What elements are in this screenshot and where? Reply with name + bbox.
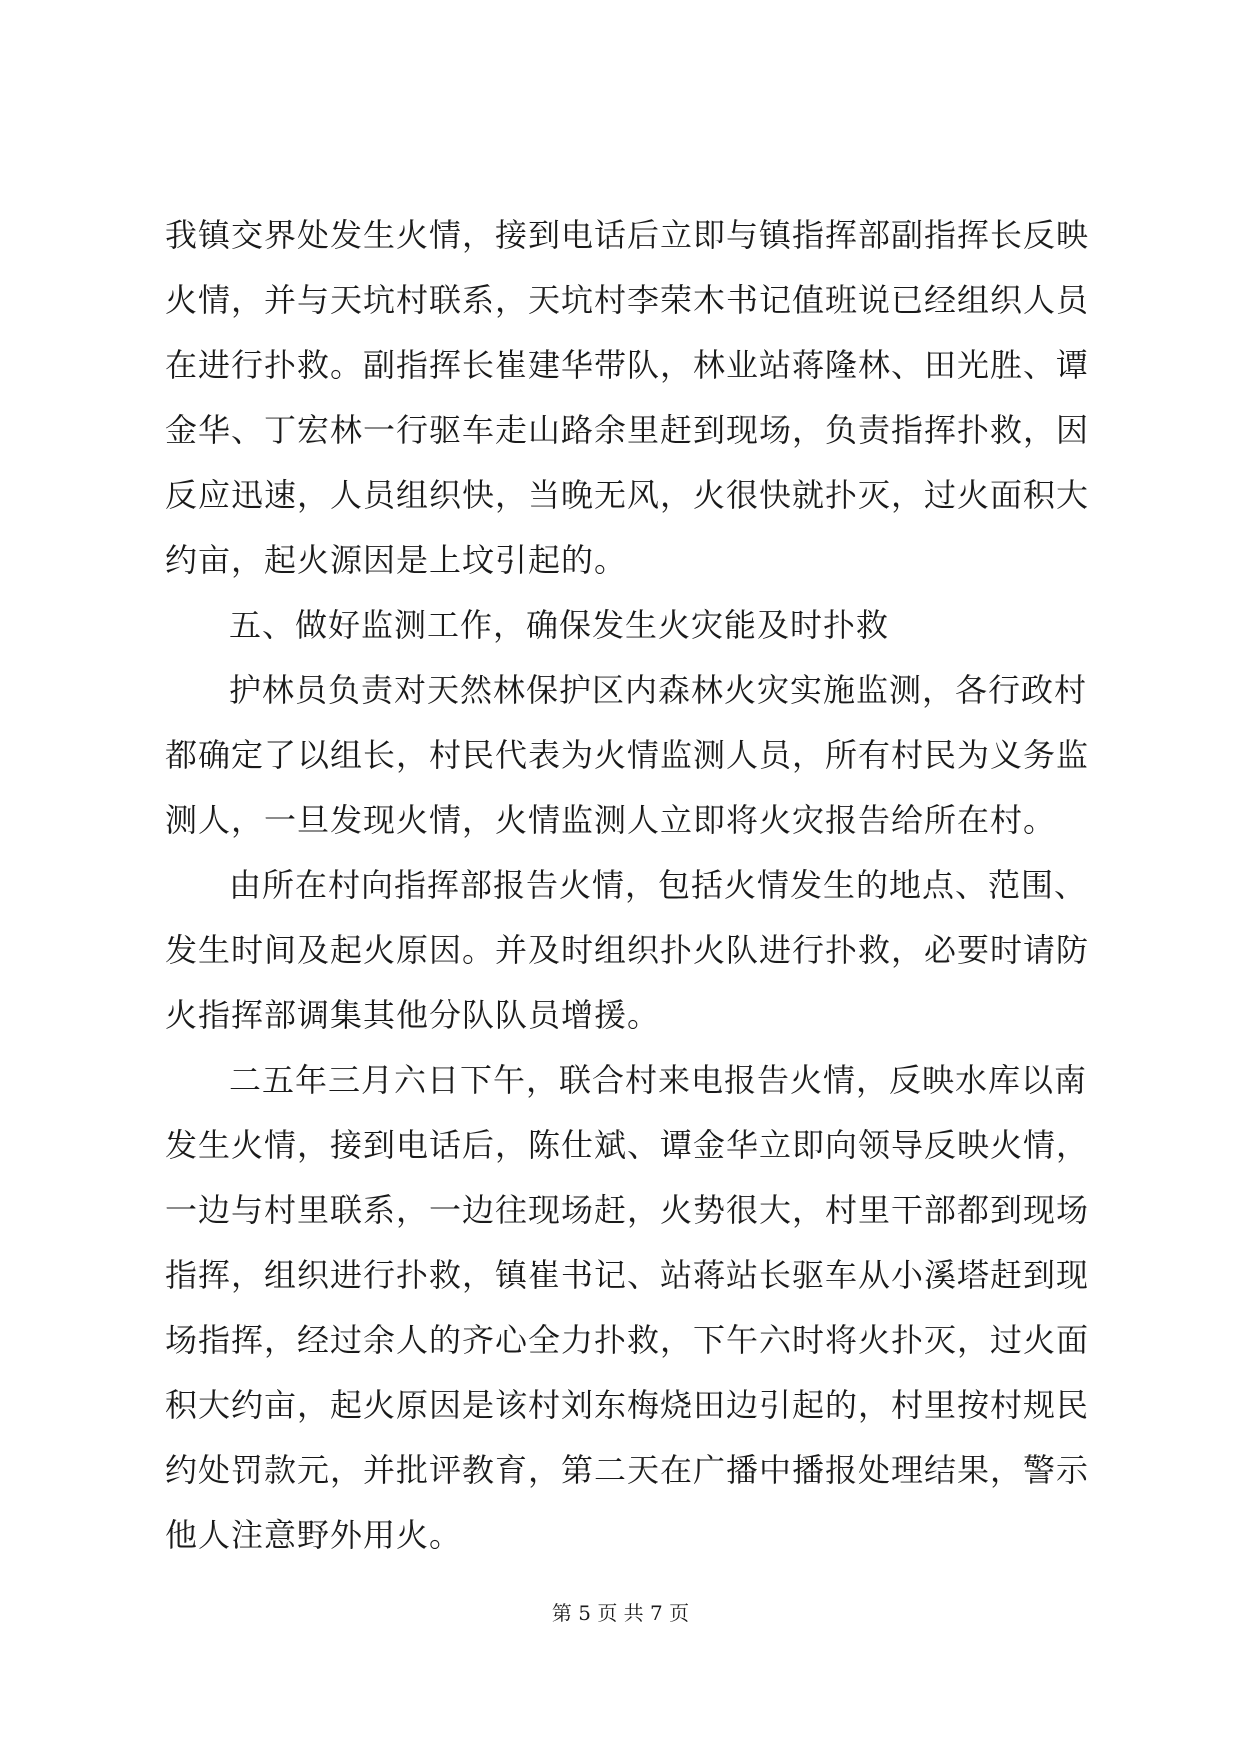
body-line: 由所在村向指挥部报告火情，包括火情发生的地点、范围、 [229,866,1088,904]
section-heading: 五、做好监测工作，确保发生火灾能及时扑救 [229,606,890,644]
body-line: 积大约亩，起火原因是该村刘东梅烧田边引起的，村里按村规民 [165,1386,1090,1424]
body-line: 都确定了以组长，村民代表为火情监测人员，所有村民为义务监 [165,736,1090,774]
body-line: 他人注意野外用火。 [165,1516,463,1554]
body-line: 在进行扑救。副指挥长崔建华带队，林业站蒋隆林、田光胜、谭 [165,346,1090,384]
document-body [165,203,1090,1568]
body-line: 护林员负责对天然林保护区内森林火灾实施监测，各行政村 [229,671,1088,709]
body-line: 发生时间及起火原因。并及时组织扑火队进行扑救，必要时请防 [165,931,1090,969]
body-line: 约亩，起火源因是上坟引起的。 [165,541,628,579]
body-line: 反应迅速，人员组织快，当晚无风，火很快就扑灭，过火面积大 [165,476,1090,514]
body-line: 我镇交界处发生火情，接到电话后立即与镇指挥部副指挥长反映 [165,216,1090,254]
body-line: 发生火情，接到电话后，陈仕斌、谭金华立即向领导反映火情， [165,1126,1090,1164]
body-line: 约处罚款元，并批评教育，第二天在广播中播报处理结果，警示 [165,1451,1090,1489]
body-line: 火情，并与天坑村联系，天坑村李荣木书记值班说已经组织人员 [165,281,1090,319]
body-line: 场指挥，经过余人的齐心全力扑救，下午六时将火扑灭，过火面 [165,1321,1090,1359]
body-line: 测人，一旦发现火情，火情监测人立即将火灾报告给所在村。 [165,801,1057,839]
body-line: 二五年三月六日下午，联合村来电报告火情，反映水库以南 [229,1061,1088,1099]
body-line: 一边与村里联系，一边往现场赶，火势很大，村里干部都到现场 [165,1191,1090,1229]
body-line: 金华、丁宏林一行驱车走山路余里赶到现场，负责指挥扑救，因 [165,411,1090,449]
body-line: 指挥，组织进行扑救，镇崔书记、站蒋站长驱车从小溪塔赶到现 [165,1256,1090,1294]
page-footer: 第 5 页 共 7 页 [551,1601,690,1625]
body-line: 火指挥部调集其他分队队员增援。 [165,996,661,1034]
